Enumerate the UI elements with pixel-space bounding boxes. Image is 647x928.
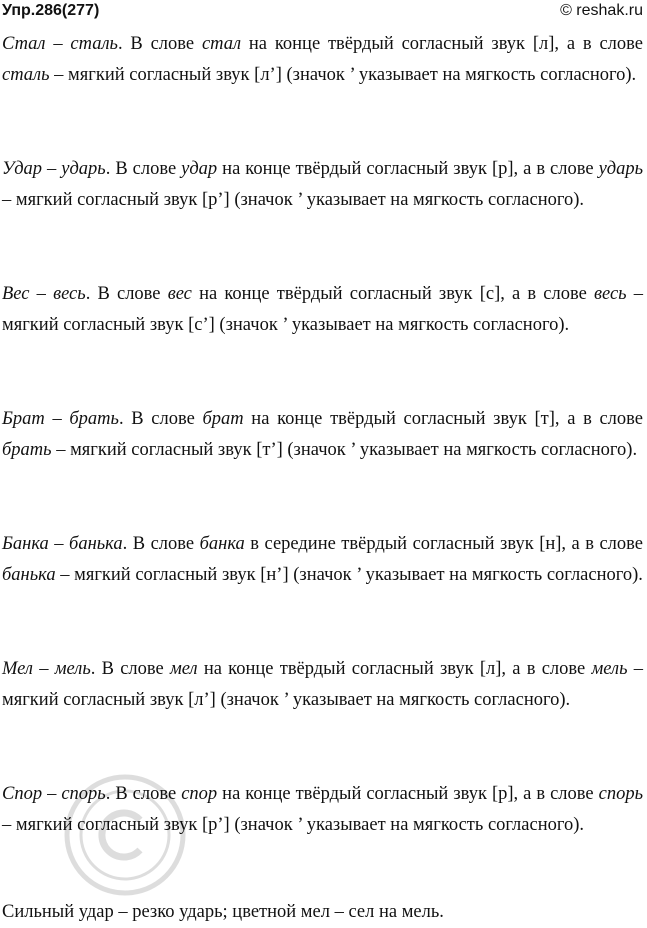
word-soft: спорь — [61, 784, 106, 804]
answer-paragraph-7: Спор – спорь. В слове спор на конце твёрдый согласный звук [р], а в слове спорь – мягкий согласный звук [р’] (значок ’ указывает на мягкость согласного). — [2, 784, 643, 835]
page-header — [0, 0, 647, 22]
word-soft: брать — [69, 409, 119, 429]
answer-paragraph-4: Брат – брать. В слове брат на конце твёрдый согласный звук [т], а в слове брать – мягкий согласный звук [т’] (значок ’ указывает на мягкость согласного). — [2, 409, 644, 460]
final-sentence: Сильный удар – резко ударь; цветной мел – сел на мель. — [2, 902, 444, 922]
word-soft: банька — [69, 534, 123, 554]
word-soft: ударь — [61, 159, 106, 179]
answer-paragraph-1: Стал – сталь. В слове стал на конце твёрдый согласный звук [л], а в слове сталь – мягкий согласный звук [л’] (значок ’ указывает на мягкость согласного). — [2, 34, 644, 85]
site-credit: © reshak.ru — [560, 2, 643, 19]
answer-paragraph-5: Банка – банька. В слове банка в середине твёрдый согласный звук [н], а в слове банька – мягкий согласный звук [н’] (значок ’ указывает на мягкость согласного). — [2, 534, 643, 585]
word-hard: Брат — [2, 409, 45, 429]
word-hard: Удар — [2, 159, 43, 179]
word-soft: весь — [53, 284, 86, 304]
word-hard: Вес — [2, 284, 30, 304]
answer-paragraph-3: Вес – весь. В слове вес на конце твёрдый согласный звук [с], а в слове весь – мягкий согласный звук [с’] (значок ’ указывает на мягкость согласного). — [2, 284, 644, 335]
word-hard: Мел — [2, 659, 33, 679]
word-hard: Спор — [2, 784, 43, 804]
word-hard: Банка — [2, 534, 49, 554]
exercise-title: Упр.286(277) — [2, 2, 100, 19]
word-soft: сталь — [70, 34, 118, 54]
word-hard: Стал — [2, 34, 46, 54]
answer-paragraph-2: Удар – ударь. В слове удар на конце твёрдый согласный звук [р], а в слове ударь – мягкий согласный звук [р’] (значок ’ указывает на мягкость согласного). — [2, 159, 643, 210]
answer-paragraph-6: Мел – мель. В слове мел на конце твёрдый согласный звук [л], а в слове мель – мягкий согласный звук [л’] (значок ’ указывает на мягкость согласного). — [2, 659, 644, 710]
word-soft: мель — [54, 659, 91, 679]
